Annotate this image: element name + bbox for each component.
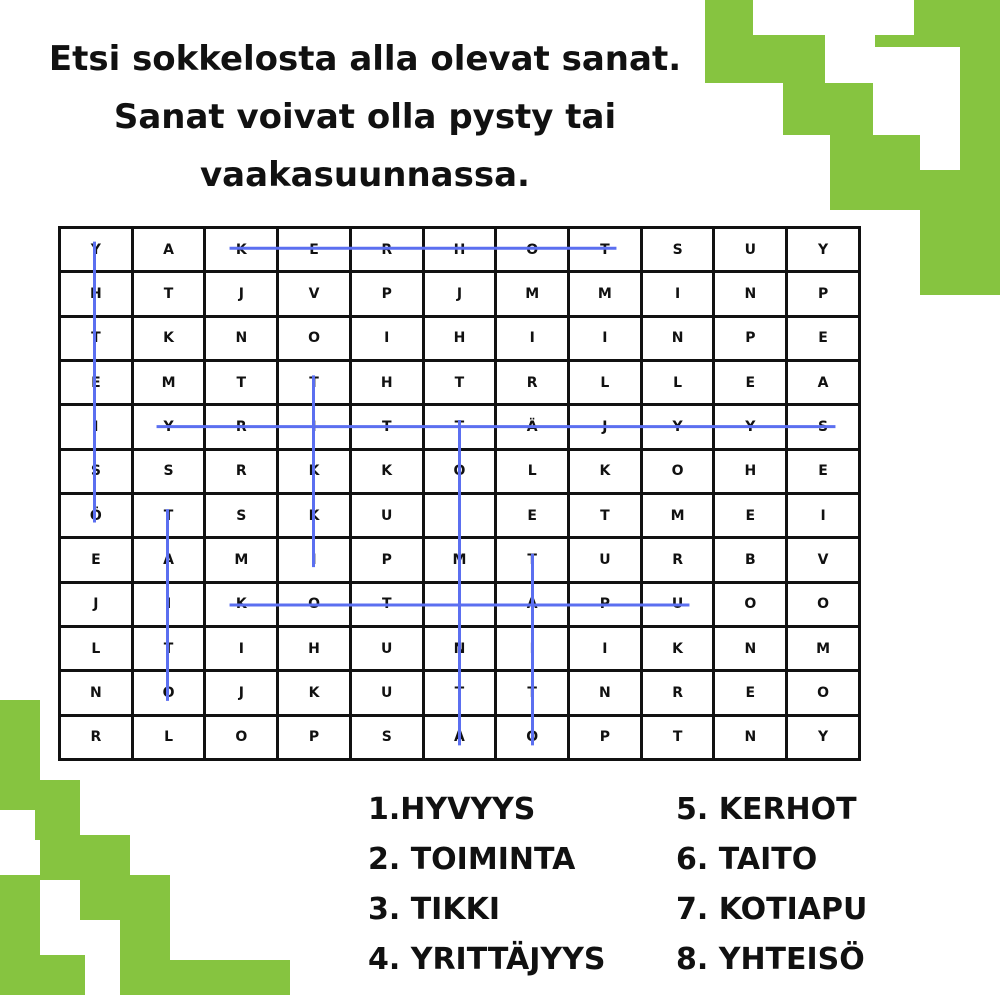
grid-row — [60, 272, 860, 316]
grid-cell[interactable]: O — [205, 715, 278, 759]
grid-cell[interactable]: M — [496, 272, 569, 316]
grid-cell[interactable]: N — [60, 671, 133, 715]
grid-cell[interactable]: T — [496, 671, 569, 715]
grid-cell[interactable]: R — [205, 449, 278, 493]
grid-cell[interactable]: K — [132, 316, 205, 360]
grid-cell[interactable]: E — [714, 493, 787, 537]
grid-cell[interactable]: Y — [60, 228, 133, 272]
grid-cell[interactable]: Ö — [60, 493, 133, 537]
grid-cell[interactable]: N — [714, 626, 787, 670]
grid-cell[interactable]: K — [278, 449, 351, 493]
grid-cell[interactable]: I — [641, 272, 714, 316]
grid-cell[interactable]: H — [278, 626, 351, 670]
word-list-item: 8. YHTEISÖ — [676, 942, 865, 977]
grid-cell[interactable]: V — [787, 538, 860, 582]
grid-cell[interactable]: M — [787, 626, 860, 670]
grid-cell[interactable]: H — [423, 316, 496, 360]
grid-cell[interactable]: U — [350, 493, 423, 537]
grid-cell[interactable]: P — [278, 715, 351, 759]
grid-cell[interactable]: T — [496, 538, 569, 582]
grid-cell[interactable]: I — [496, 316, 569, 360]
instructions-line-1: Etsi sokkelosta alla olevat sanat. — [48, 39, 682, 79]
grid-cell[interactable]: O — [132, 671, 205, 715]
grid-cell[interactable]: E — [60, 538, 133, 582]
grid-cell[interactable]: M — [569, 272, 642, 316]
grid-cell[interactable]: U — [641, 582, 714, 626]
grid-cell[interactable]: J — [205, 272, 278, 316]
grid-cell[interactable]: T — [641, 715, 714, 759]
grid-cell[interactable]: P — [569, 715, 642, 759]
grid-cell[interactable]: T — [569, 493, 642, 537]
grid-row — [60, 582, 860, 626]
grid-cell[interactable]: I — [569, 316, 642, 360]
grid-cell[interactable]: I — [205, 626, 278, 670]
grid-cell[interactable]: R — [496, 360, 569, 404]
grid-cell[interactable]: U — [569, 538, 642, 582]
grid-cell[interactable]: O — [278, 582, 351, 626]
grid-cell[interactable]: E — [787, 449, 860, 493]
word-list-item: 4. YRITTÄJYYS — [368, 942, 606, 977]
grid-cell[interactable]: K — [205, 582, 278, 626]
grid-cell[interactable]: K — [205, 228, 278, 272]
grid-cell[interactable]: I — [423, 493, 496, 537]
grid-cell[interactable]: N — [423, 626, 496, 670]
grid-cell[interactable]: A — [496, 582, 569, 626]
grid-cell[interactable]: I — [278, 538, 351, 582]
grid-cell[interactable]: J — [205, 671, 278, 715]
grid-cell[interactable]: J — [423, 272, 496, 316]
grid-cell[interactable]: R — [205, 405, 278, 449]
grid-cell[interactable]: J — [569, 405, 642, 449]
grid-cell[interactable]: K — [350, 449, 423, 493]
grid-cell[interactable]: I — [496, 626, 569, 670]
grid-cell[interactable]: S — [60, 449, 133, 493]
grid-cell[interactable]: T — [132, 626, 205, 670]
grid-cell[interactable]: I — [569, 626, 642, 670]
word-list-item: 6. TAITO — [676, 842, 818, 877]
grid-row — [60, 671, 860, 715]
grid-cell[interactable]: O — [787, 582, 860, 626]
grid-cell[interactable]: H — [60, 272, 133, 316]
grid-cell[interactable]: K — [278, 671, 351, 715]
grid-cell[interactable]: T — [350, 405, 423, 449]
grid-cell[interactable]: Y — [787, 228, 860, 272]
grid-cell[interactable]: L — [496, 449, 569, 493]
grid-row — [60, 538, 860, 582]
grid-cell[interactable]: K — [641, 626, 714, 670]
grid-cell[interactable]: M — [132, 360, 205, 404]
grid-cell[interactable]: E — [787, 316, 860, 360]
grid-cell[interactable]: R — [641, 538, 714, 582]
grid-row — [60, 715, 860, 759]
grid-row — [60, 405, 860, 449]
grid-cell[interactable]: K — [569, 449, 642, 493]
grid-cell[interactable]: I — [132, 582, 205, 626]
grid-cell[interactable]: R — [641, 671, 714, 715]
grid-cell[interactable]: H — [423, 228, 496, 272]
grid-cell[interactable]: N — [714, 272, 787, 316]
grid-cell[interactable]: J — [60, 582, 133, 626]
grid-cell[interactable]: A — [132, 538, 205, 582]
word-list-column-2 — [676, 785, 867, 985]
grid-cell[interactable]: I — [423, 582, 496, 626]
grid-cell[interactable]: E — [714, 671, 787, 715]
grid-cell[interactable]: Y — [714, 405, 787, 449]
grid-cell[interactable]: O — [423, 449, 496, 493]
grid-cell[interactable]: E — [60, 360, 133, 404]
grid-cell[interactable]: T — [132, 493, 205, 537]
grid-cell[interactable]: O — [278, 316, 351, 360]
grid-cell[interactable]: N — [714, 715, 787, 759]
grid-cell[interactable]: M — [641, 493, 714, 537]
grid-cell[interactable]: E — [714, 360, 787, 404]
grid-row — [60, 228, 860, 272]
word-list-item: 7. KOTIAPU — [676, 892, 868, 927]
grid-cell[interactable]: O — [641, 449, 714, 493]
grid-cell[interactable]: K — [278, 493, 351, 537]
grid-cell[interactable]: Y — [641, 405, 714, 449]
grid-cell[interactable]: O — [714, 582, 787, 626]
grid-cell[interactable]: N — [641, 316, 714, 360]
grid-cell[interactable]: P — [714, 316, 787, 360]
grid-row — [60, 626, 860, 670]
grid-row — [60, 316, 860, 360]
grid-cell[interactable]: I — [278, 405, 351, 449]
grid-cell[interactable]: M — [423, 538, 496, 582]
grid-cell[interactable]: E — [496, 493, 569, 537]
grid-cell[interactable]: T — [132, 272, 205, 316]
grid-cell[interactable]: P — [569, 582, 642, 626]
grid-cell[interactable]: U — [350, 671, 423, 715]
grid-cell[interactable]: E — [278, 228, 351, 272]
word-list-item: 2. TOIMINTA — [368, 842, 576, 877]
grid-cell[interactable]: P — [787, 272, 860, 316]
grid-cell[interactable]: T — [423, 360, 496, 404]
grid-cell[interactable]: V — [278, 272, 351, 316]
grid-cell[interactable]: T — [423, 405, 496, 449]
grid-cell[interactable]: I — [787, 493, 860, 537]
grid-row — [60, 360, 860, 404]
grid-cell[interactable]: R — [350, 228, 423, 272]
grid-cell[interactable]: T — [205, 360, 278, 404]
grid-cell[interactable]: L — [641, 360, 714, 404]
grid-cell[interactable]: T — [278, 360, 351, 404]
grid-cell[interactable]: Ä — [496, 405, 569, 449]
grid-cell[interactable]: M — [205, 538, 278, 582]
grid-cell[interactable]: H — [714, 449, 787, 493]
word-search-grid — [58, 226, 861, 761]
grid-cell[interactable]: N — [569, 671, 642, 715]
grid-cell[interactable]: U — [714, 228, 787, 272]
grid-cell[interactable]: I — [350, 316, 423, 360]
grid-cell[interactable]: H — [350, 360, 423, 404]
grid-cell[interactable]: O — [787, 671, 860, 715]
grid-cell[interactable]: P — [350, 538, 423, 582]
grid-cell[interactable]: U — [350, 626, 423, 670]
grid-cell[interactable]: A — [132, 228, 205, 272]
grid-cell[interactable]: Y — [787, 715, 860, 759]
grid-cell[interactable]: S — [641, 228, 714, 272]
instructions-line-2: Sanat voivat olla pysty tai — [113, 97, 617, 137]
instructions-line-3: vaakasuunnassa. — [200, 155, 530, 195]
grid-cell[interactable]: T — [423, 671, 496, 715]
grid-cell[interactable]: P — [350, 272, 423, 316]
grid-cell[interactable]: O — [496, 228, 569, 272]
grid-cell[interactable]: T — [60, 316, 133, 360]
word-list-item: 1.HYVYYS — [368, 792, 536, 827]
grid-cell[interactable]: N — [205, 316, 278, 360]
grid-cell[interactable]: T — [569, 228, 642, 272]
word-list-item: 5. KERHOT — [676, 792, 857, 827]
grid-row — [60, 449, 860, 493]
word-list-column-1 — [368, 785, 605, 985]
grid-cell[interactable]: B — [714, 538, 787, 582]
grid-cell[interactable]: A — [423, 715, 496, 759]
grid-cell[interactable]: L — [132, 715, 205, 759]
grid-row — [60, 493, 860, 537]
grid-cell[interactable]: S — [350, 715, 423, 759]
grid-cell[interactable]: O — [496, 715, 569, 759]
grid-cell[interactable]: R — [60, 715, 133, 759]
grid-cell[interactable]: I — [60, 405, 133, 449]
grid-cell[interactable]: L — [60, 626, 133, 670]
grid-cell[interactable]: T — [350, 582, 423, 626]
grid-cell[interactable]: S — [787, 405, 860, 449]
instructions-heading — [30, 30, 700, 204]
grid-cell[interactable]: L — [569, 360, 642, 404]
grid-cell[interactable]: S — [132, 449, 205, 493]
word-list-item: 3. TIKKI — [368, 892, 500, 927]
grid-cell[interactable]: A — [787, 360, 860, 404]
grid-cell[interactable]: Y — [132, 405, 205, 449]
grid-cell[interactable]: S — [205, 493, 278, 537]
